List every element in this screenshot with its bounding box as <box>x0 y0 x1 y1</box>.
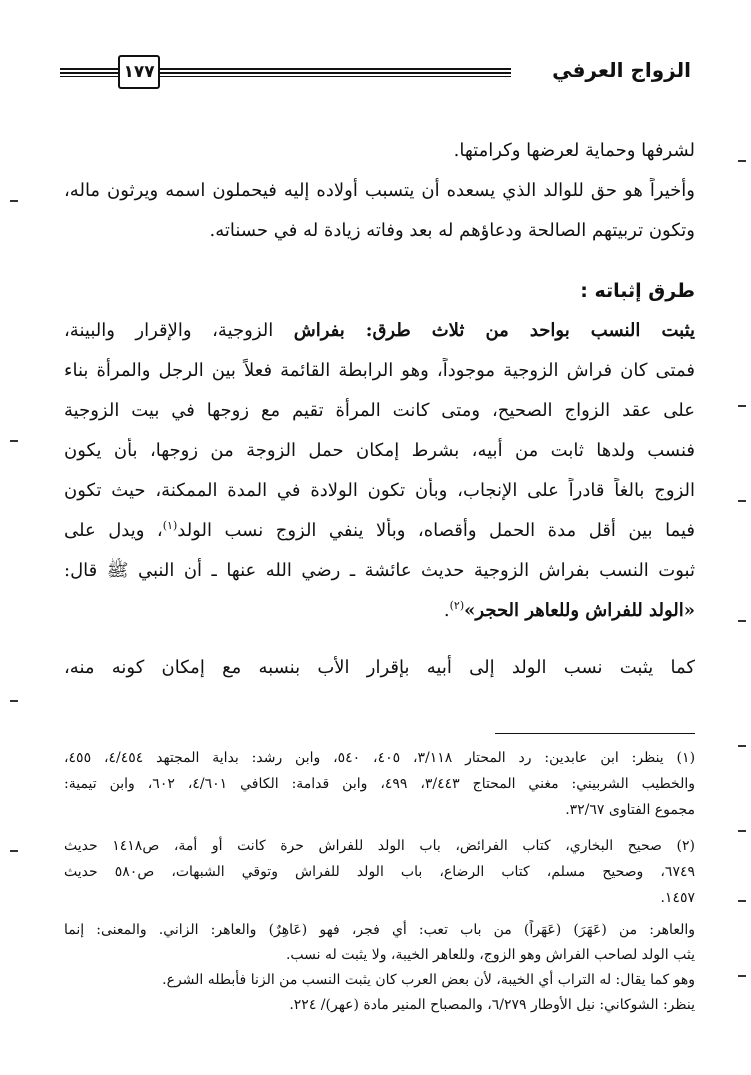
running-title: الزواج العرفي <box>511 52 691 88</box>
section-heading: طرق إثباته : <box>580 280 695 302</box>
paragraph-line: وتكون تربيتهم الصالحة ودعاؤهم له بعد وفاته زيادة له في حسناته. <box>209 220 695 241</box>
margin-mark <box>10 700 18 702</box>
margin-mark <box>738 975 746 977</box>
paragraph-line: لشرفها وحماية لعرضها وكرامتها. <box>453 140 695 161</box>
footnote-ref-1: (١) <box>162 519 178 532</box>
header-rule-left-1 <box>60 68 120 70</box>
margin-mark <box>10 850 18 852</box>
footnote-line: يثب الولد لصاحب الفراش وهو الزوج، وللعاهر الخيبة، ولا يثبت له نسب. <box>285 947 695 963</box>
footnote-line: (١) ينظر: ابن عابدين: رد المحتار ٣/١١٨، ٤٠٥، ٥٤٠، وابن رشد: بداية المجتهد ٤/٤٥٤، ٤٥٥، <box>64 750 695 766</box>
footnote-line: والخطيب الشربيني: مغني المحتاج ٣/٤٤٣، ٤٩٩، وابن قدامة: الكافي ٤/٦٠١، ٦٠٢، وابن تيمية: <box>64 776 695 792</box>
header-rule-left-3 <box>60 76 120 77</box>
footnote-line: وهو كما يقال: له التراب أي الخيبة، لأن بعض العرب كان يثبت النسب من الزنا فأبطله الشرع. <box>162 972 695 988</box>
bold-text: يثبت النسب بواحد من ثلاث طرق: بفراش <box>293 320 695 341</box>
footnote-line: ١٤٥٧. <box>660 890 695 906</box>
paragraph-line <box>64 518 695 544</box>
paragraph-line <box>64 318 695 344</box>
margin-mark <box>738 745 746 747</box>
footnote-line: (٢) صحيح البخاري، كتاب الفرائض، باب الولد للفراش حرة كانت أو أمة، ص١٤١٨ حديث <box>64 838 695 854</box>
margin-mark <box>738 620 746 622</box>
footnote-line: مجموع الفتاوى ٣٢/٦٧. <box>565 802 695 818</box>
margin-mark <box>738 900 746 902</box>
text-run: الزوجية، والإقرار والبينة، <box>64 320 294 341</box>
header-rule-left-2 <box>60 72 120 74</box>
text-run: . <box>443 600 450 621</box>
margin-mark <box>738 405 746 407</box>
footnote-ref-2: (٢) <box>449 599 465 612</box>
paragraph-line: فمتى كان فراش الزوجية موجوداً، وهو الرابطة القائمة فعلاً بين الرجل والمرأة بناء <box>64 360 695 381</box>
footnote-line: ٦٧٤٩، وصحيح مسلم، كتاب الرضاع، باب الولد للفراش وتوقي الشبهات، ص٥٨٠ حديث <box>64 864 695 880</box>
text-run: فيما بين أقل مدة الحمل وأقصاه، وبألا ينفي الزوج نسب الولد <box>177 520 695 541</box>
margin-mark <box>10 440 18 442</box>
margin-mark <box>738 830 746 832</box>
page-number: ١٧٧ <box>118 55 160 89</box>
footnote-line: والعاهر: من (عَهَرَ) (عَهَراً) من باب تعب: أي فجر، فهو (عَاهِرٌ) والعاهر: الزاني. والمعنى: إنما <box>64 922 695 938</box>
paragraph-line: الزوج بالغاً قادراً على الإنجاب، وبأن تكون الولادة في المدة الممكنة، حيث تكون <box>64 480 695 501</box>
hadith-quote: «الولد للفراش وللعاهر الحجر» <box>464 600 695 621</box>
paragraph-line: فنسب ولدها ثابت من أبيه، بشرط إمكان حمل الزوجة من زوجها، بأن يكون <box>64 440 695 461</box>
margin-mark <box>738 500 746 502</box>
paragraph-line <box>64 598 695 624</box>
paragraph-line: كما يثبت نسب الولد إلى أبيه بإقرار الأب بنسبه مع إمكان كونه منه، <box>64 657 695 678</box>
footnote-separator <box>495 733 695 734</box>
paragraph-line: ثبوت النسب بفراش الزوجية حديث عائشة ـ رضي الله عنها ـ أن النبي ﷺ قال: <box>64 560 695 581</box>
margin-mark <box>10 200 18 202</box>
paragraph-line: على عقد الزواج الصحيح، ومتى كانت المرأة تقيم مع زوجها في بيت الزوجية <box>64 400 695 421</box>
text-run: ، ويدل على <box>64 520 163 541</box>
margin-mark <box>738 160 746 162</box>
paragraph-line: وأخيراً هو حق للوالد الذي يسعده أن يتسبب أولاده إليه فيحملون اسمه ويرثون ماله، <box>64 180 695 201</box>
footnote-line: ينظر: الشوكاني: نيل الأوطار ٦/٢٧٩، والمصباح المنير مادة (عهر)/ ٢٢٤. <box>289 997 695 1013</box>
